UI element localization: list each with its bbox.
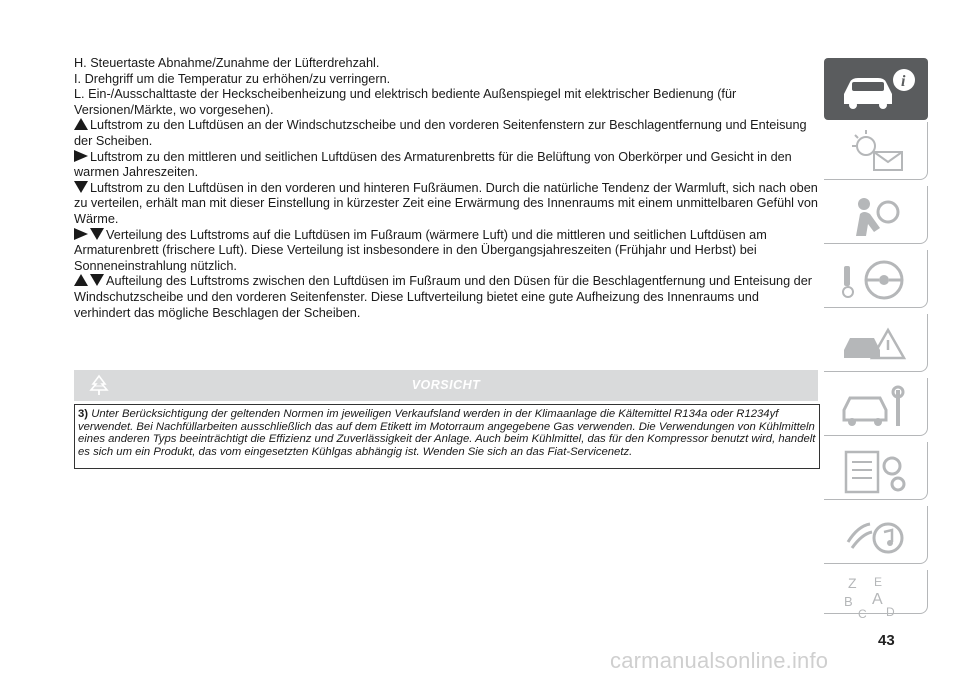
warning-note (74, 404, 820, 469)
mode-feet (74, 181, 818, 228)
tab-index[interactable] (824, 570, 928, 621)
tab-emergency[interactable] (824, 314, 928, 372)
tab-driving[interactable] (824, 250, 928, 308)
warning-header (74, 370, 818, 401)
tab-multimedia[interactable] (824, 506, 928, 564)
watermark: carmanualsonline.info (610, 648, 829, 673)
airflow-down-icon (74, 181, 88, 193)
maintenance-icon (838, 384, 918, 432)
instruction-text (74, 56, 818, 321)
mode-feet-face-text: Verteilung des Luftstroms auf die Luftdüsen im Fußraum (wärmere Luft) und die mittleren und seitlichen Luftdüsen am Armaturenbrett (frischere Luft). Diese Verteilung ist insbesondere in den Übergangsjahreszeiten (Frühjahr und Herbst) bei Sonneneinstrahlung nützlich. (74, 227, 767, 273)
airflow-down-icon (90, 228, 104, 240)
airflow-up-icon (74, 118, 88, 130)
airflow-right-icon (74, 150, 88, 162)
warning-number: 3) (78, 408, 89, 420)
svg-text:B: B (844, 594, 853, 609)
mode-feet-text: Luftstrom zu den Luftdüsen in den vorderen und hinteren Fußräumen. Durch die natürliche Tendenz der Warmluft, sich nach oben zu verteilen, erhält man mit dieser Einstellung in kürzester Zeit eine Erwärmung des Innenraums mit einem unmittelbaren Gefühl von Wärme. (74, 180, 818, 226)
index-icon (838, 576, 918, 622)
svg-text:E: E (874, 576, 883, 589)
item-h: H. Steuertaste Abnahme/Zunahme der Lüfterdrehzahl. (74, 56, 380, 70)
svg-text:i: i (901, 73, 906, 90)
mode-feet-windscreen-text: Aufteilung des Luftstroms zwischen den Luftdüsen im Fußraum und den Düsen für die Beschlagentfernung und Enteisung der Windschutzscheibe und den vorderen Seitenfenster. Diese Luftverteilung bietet eine gute Aufheizung des Innenraums und verhindert das mögliche Beschlagen der Scheiben. (74, 274, 812, 320)
tab-airbag[interactable] (824, 186, 928, 244)
mode-feet-face (74, 228, 818, 275)
svg-text:A: A (872, 591, 883, 608)
mode-face-text: Luftstrom zu den mittleren und seitlichen Luftdüsen des Armaturenbretts für die Belüftung von Oberkörper und Gesicht in den warmen Jahreszeiten. (74, 149, 792, 180)
airbag-icon (838, 192, 918, 240)
airflow-down-icon (90, 274, 104, 286)
airflow-up-icon (74, 274, 88, 286)
breakdown-icon (838, 320, 918, 368)
svg-text:D: D (886, 605, 895, 619)
item-i: I. Drehgriff um die Temperatur zu erhöhen/zu verringern. (74, 71, 391, 86)
car-info-icon (838, 64, 918, 114)
mode-windscreen-text: Luftstrom zu den Luftdüsen an der Windschutzscheibe und den vorderen Seitenfenstern zur Beschlagentfernung und Enteisung der Scheiben. (74, 118, 807, 148)
warning-text: Unter Berücksichtigung der geltenden Normen im jeweiligen Verkaufsland werden in der Klimaanlage die Kältemittel R134a oder R1234yf verwendet. Bei Nachfüllarbeiten ausschließlich das auf dem Etikett im Motorraum angegebene Gas verwenden. Die Verwendungen von Kühlmitteln eines anderen Typs beeinträchtigt die Effizienz und Zuverlässigkeit der Anlage. Auch beim Kühlmittel, das für den Kompressor benutzt wird, handelt es sich um ein Produkt, das vom eingesetzten Kühlgas abhängig ist. Wenden Sie sich an das Fiat-Servicenetz. (78, 408, 816, 458)
mode-windscreen (74, 118, 818, 149)
steering-icon (838, 256, 918, 304)
item-l: L. Ein-/Ausschalttaste der Heckscheibenheizung und elektrisch bediente Außenspiegel mit elektrischer Bedienung (für Versionen/Märkte, wo vorgesehen). (74, 87, 737, 117)
data-icon (838, 448, 918, 496)
svg-text:Z: Z (848, 576, 857, 591)
mode-face (74, 150, 818, 181)
tab-technical-data[interactable] (824, 442, 928, 500)
multimedia-icon (838, 512, 918, 560)
tab-lights[interactable] (824, 122, 928, 180)
svg-text:C: C (858, 607, 867, 621)
tab-car-info[interactable] (824, 58, 928, 120)
lights-icon (838, 128, 918, 176)
airflow-right-icon (74, 228, 88, 240)
mode-feet-windscreen (74, 274, 818, 321)
tab-maintenance[interactable] (824, 378, 928, 436)
warning-title: VORSICHT (411, 378, 481, 392)
page-number: 43 (878, 632, 895, 649)
